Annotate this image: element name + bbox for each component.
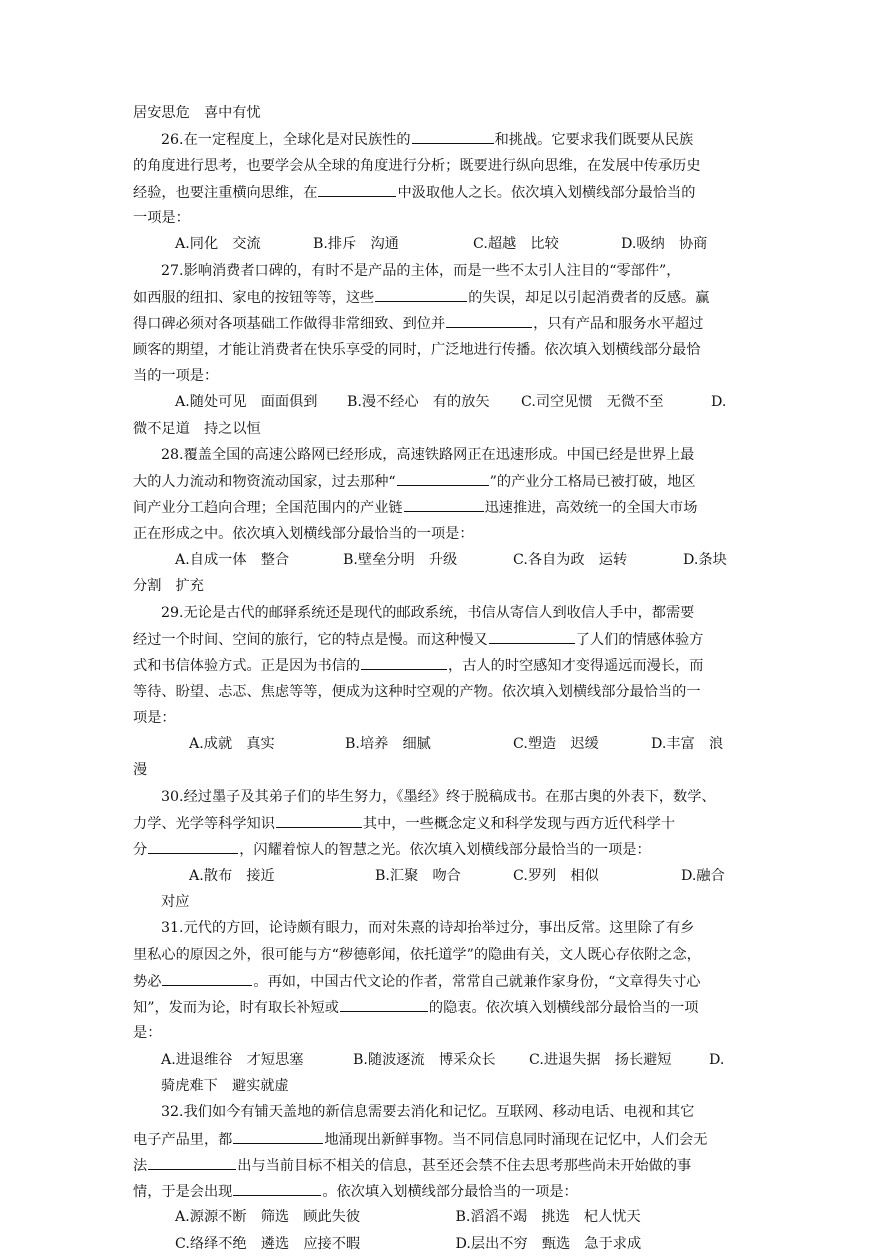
option-c: C.超越 比较 [473,236,559,253]
option-b: B.排斥 沟通 [313,236,399,253]
exam-page [133,100,736,1257]
option-a: A.同化 交流 [175,236,261,253]
question-text: ，闪耀着惊人的智慧之光。依次填入划横线部分最恰当的一项是： [239,842,651,859]
question-text: 情，于是会出现 [133,1184,233,1201]
question-text: 。依次填入划横线部分最恰当的一项是： [322,1184,578,1201]
question-text: 经过一个时间、空间的旅行，它的特点是慢。而这种慢又 [133,631,488,648]
fill-blank [233,1126,323,1144]
question-text: 势必 [133,973,162,990]
options-row [133,731,736,757]
fill-blank [340,994,428,1012]
option-d: D.层出不穷 甄选 急于求成 [455,1235,642,1252]
options-row [133,231,736,257]
question-text: 其中，一些概念定义和科学发现与西方近代科学十 [362,816,676,833]
option-d: 对应 [161,893,190,910]
fill-blank [412,126,494,144]
fill-blank [276,810,362,828]
fill-blank [489,626,575,644]
question-text: 了人们的情感体验方 [575,631,704,648]
question-text: 等待、盼望、忐忑、焦虑等等，便成为这种时空观的产物。依次填入划横线部分最恰当的一 [133,683,701,700]
option-a: A.源源不断 筛选 顾此失彼 [175,1209,361,1226]
question-text: ，古人的时空感知才变得遥远而漫长，而 [448,658,704,675]
question-text: 里私心的原因之外，很可能与方“秽德彰闻，依托道学”的隐曲有关，文人既心存依附之念， [133,946,701,963]
option-c: C.进退失据 扬长避短 [529,1051,672,1068]
question-text: 的隐衷。依次填入划横线部分最恰当的一项 [428,1000,699,1017]
options-row [133,389,736,415]
option-d: 分割 扩充 [133,578,204,595]
option-d: 漫 [133,762,148,779]
question-text: 的失误，却足以引起消费者的反感。赢 [468,290,710,307]
question-text: 分 [133,842,148,859]
option-c: C.司空见惯 无微不至 [521,394,664,411]
question-text: 地涌现出新鲜事物。当不同信息同时涌现在记忆中，人们会无 [324,1131,708,1148]
options-row [133,863,736,889]
option-a: A.随处可见 面面俱到 [175,394,318,411]
fill-blank [361,652,447,670]
options-row [133,1204,736,1230]
question-text: 29.无论是古代的邮驿系统还是现代的邮政系统，书信从寄信人到收信人手中，都需要 [161,604,695,621]
question-text: 力学、光学等科学知识 [133,816,275,833]
fill-blank [162,968,252,986]
option-d: 骑虎难下 避实就虚 [161,1077,289,1094]
fill-blank [148,836,238,854]
question-text: 电子产品里，都 [133,1131,233,1148]
fill-blank [233,1178,321,1196]
question-30 [133,784,736,915]
question-text: 经验，也要注重横向思维，在 [133,184,318,201]
question-text: 27.影响消费者口碑的，有时不是产品的主体，而是一些不太引人注目的“零部件”， [161,262,681,279]
fill-blank [397,468,489,486]
option-b: B.随波逐流 博采众长 [353,1051,496,1068]
option-d-label: D.丰富 浪 [651,736,724,753]
option-b: B.漫不经心 有的放矢 [347,394,490,411]
option-c: C.各自为政 运转 [513,552,628,569]
question-text: 知”，发而为论，时有取长补短或 [133,1000,339,1017]
question-text: ”的产业分工格局已被打破，地区 [489,474,696,491]
options-row [133,547,736,573]
options-row [133,1231,736,1257]
question-text: 大的人力流动和物资流动国家，过去那种“ [133,474,396,491]
question-text: 法 [133,1157,148,1174]
option-b: B.培养 细腻 [345,736,431,753]
question-text: 如西服的纽扣、家电的按钮等等，这些 [133,290,375,307]
question-text: 是： [133,1025,162,1042]
fill-blank [375,284,467,302]
option-d-label: D. [711,394,727,411]
question-text: 顾客的期望，才能让消费者在快乐享受的同时，广泛地进行传播。依次填入划横线部分最恰 [133,341,701,358]
question-text: 30.经过墨子及其弟子们的毕生努力，《墨经》终于脱稿成书。在那古奥的外表下，数学、 [161,788,716,805]
question-text: 的角度进行思考，也要学会从全球的角度进行分析；既要进行纵向思维，在发展中传承历史 [133,157,701,174]
question-text: 正在形成之中。依次填入划横线部分最恰当的一项是： [133,525,474,542]
question-28 [133,442,736,600]
question-text: 32.我们如今有铺天盖地的新信息需要去消化和记忆。互联网、移动电话、电视和其它 [161,1104,695,1121]
fill-blank [404,494,484,512]
option-d: D.吸纳 协商 [621,236,708,253]
option-c: C.罗列 相似 [513,867,599,884]
question-32 [133,1099,736,1257]
option-a: A.成就 真实 [189,736,275,753]
question-text: 式和书信体验方式。正是因为书信的 [133,658,361,675]
option-b: B.滔滔不竭 挑选 杞人忧天 [455,1209,641,1226]
question-text: 28.覆盖全国的高速公路网已经形成，高速铁路网正在迅速形成。中国已经是世界上最 [161,446,695,463]
question-text: 当的一项是： [133,367,219,384]
question-26 [133,126,736,257]
question-text: 31.元代的方回，论诗颇有眼力，而对朱熹的诗却抬举过分，事出反常。这里除了有乡 [161,920,695,937]
option-b: B.壁垒分明 升级 [343,552,458,569]
option-d-label: D. [709,1051,725,1068]
question-29 [133,600,736,784]
option-d-label: D.条块 [683,552,727,569]
option-c: C.塑造 迟缓 [513,736,599,753]
option-d: 微不足道 持之以恒 [133,420,261,437]
question-text: 中汲取他人之长。依次填入划横线部分最恰当的 [397,184,696,201]
fill-blank [446,310,532,328]
answer-line-25: 居安思危 喜中有忧 [133,105,261,121]
question-text: 迅速推进，高效统一的全国大市场 [484,500,698,517]
question-text: 和挑战。它要求我们既要从民族 [494,132,694,149]
option-d-label: D.融合 [681,867,725,884]
options-row [133,1047,736,1073]
question-31 [133,915,736,1099]
question-text: 项是： [133,709,176,726]
question-27 [133,258,736,442]
option-a: A.散布 接近 [189,867,275,884]
option-a: A.自成一体 整合 [175,552,290,569]
question-text: 得口碑必须对各项基础工作做得非常细致、到位并 [133,316,446,333]
fill-blank [148,1152,236,1170]
option-a: A.进退维谷 才短思塞 [161,1051,304,1068]
question-text: 。再如，中国古代文论的作者，常常自己就兼作家身份，“文章得失寸心 [253,973,701,990]
question-text: 26.在一定程度上，全球化是对民族性的 [161,132,411,149]
fill-blank [318,179,396,197]
question-text: 间产业分工趋向合理；全国范围内的产业链 [133,500,403,517]
question-text: 出与当前目标不相关的信息，甚至还会禁不住去思考那些尚未开始做的事 [237,1157,692,1174]
option-c: C.络绎不绝 遴选 应接不暇 [175,1235,361,1252]
question-text: ，只有产品和服务水平超过 [533,316,704,333]
question-text: 一项是： [133,210,190,227]
option-b: B.汇聚 吻合 [375,867,461,884]
